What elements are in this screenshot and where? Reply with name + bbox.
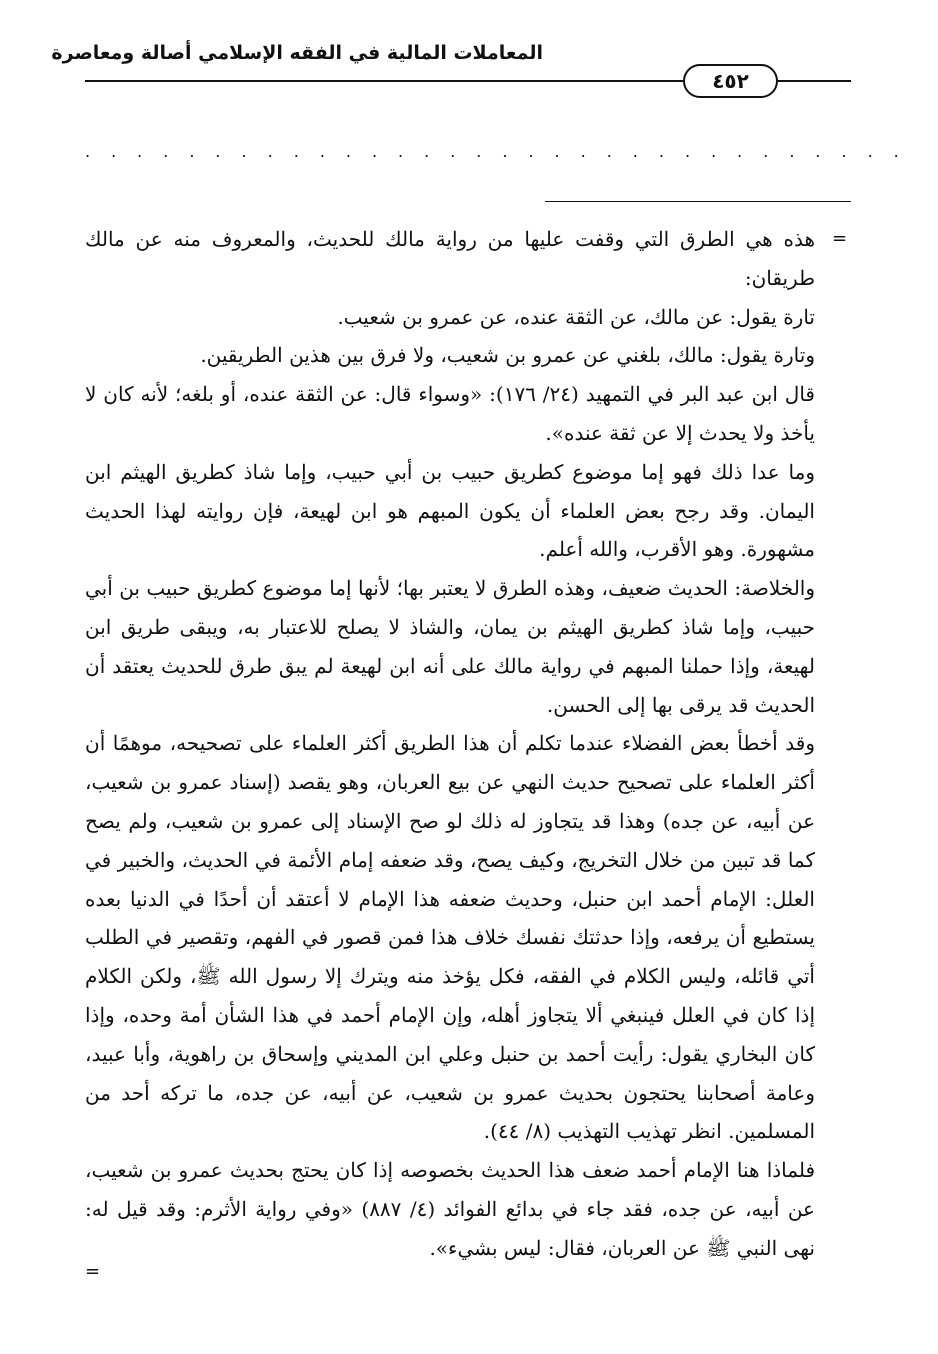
running-title: المعاملات المالية في الفقه الإسلامي أصالة ومعاصرة (51, 42, 543, 64)
dotted-separator: ................................ (85, 142, 920, 161)
paragraph: والخلاصة: الحديث ضعيف، وهذه الطرق لا يعتبر بها؛ لأنها إما موضوع كطريق حبيب بن أبي حبيب، وإما شاذ كطريق الهيثم بن يمان، والشاذ لا يصلح للاعتبار به، ويبقى طريق ابن لهيعة، وإذا حملنا المبهم في رواية مالك على أنه ابن لهيعة لم يبق طرق للحديث يعتقد أن الحديث قد يرقى بها إلى الحسن. (85, 576, 815, 717)
paragraph: فلماذا هنا الإمام أحمد ضعف هذا الحديث بخصوصه إذا كان يحتج بحديث عمرو بن شعيب، عن أبيه، عن جده، فقد جاء في بدائع الفوائد (٤/ ٨٨٧) «وفي رواية الأثرم: وقد قيل له: نهى النبي ﷺ عن العربان، فقال: ليس بشيء». (85, 1158, 815, 1260)
paragraph: قال ابن عبد البر في التمهيد (٢٤/ ١٧٦): «وسواء قال: عن الثقة عنده، أو بلغه؛ لأنه كان لا يأخذ ولا يحدث إلا عن ثقة عنده». (85, 382, 815, 445)
footnote-rule (545, 201, 851, 202)
paragraph: هذه هي الطرق التي وقفت عليها من رواية مالك للحديث، والمعروف منه عن مالك طريقان: (85, 227, 815, 290)
footnote-body (85, 220, 815, 1268)
header-rule (85, 80, 683, 82)
continuation-mark-top: = (832, 228, 848, 249)
paragraph: وتارة يقول: مالك، بلغني عن عمرو بن شعيب، ولا فرق بين هذين الطريقين. (200, 343, 815, 368)
paragraph: وما عدا ذلك فهو إما موضوع كطريق حبيب بن أبي حبيب، وإما شاذ كطريق الهيثم ابن اليمان. وقد رجح بعض العلماء أن يكون المبهم هو ابن لهيعة، فإن روايته لهذا الحديث مشهورة. وهو الأقرب، والله أعلم. (85, 459, 815, 562)
paragraph: تارة يقول: عن مالك، عن الثقة عنده، عن عمرو بن شعيب. (337, 304, 815, 329)
header-rule (778, 80, 851, 82)
continuation-mark-bottom: = (85, 1261, 101, 1282)
page-number: ٤٥٢ (683, 64, 778, 98)
paragraph: وقد أخطأ بعض الفضلاء عندما تكلم أن هذا الطريق أكثر العلماء على تصحيحه، موهمًا أن أكثر العلماء على تصحيح حديث النهي عن بيع العربان، وهو يقصد (إسناد عمرو بن شعيب، عن أبيه، عن جده) وهذا قد يتجاوز له ذلك لو صح الإسناد إلى عمرو بن شعيب، ولم يصح كما قد تبين من خلال التخريج، وكيف يصح، وقد ضعفه إمام الأئمة في الحديث، والخبير في العلل: الإمام أحمد ابن حنبل، وحديث ضعفه هذا الإمام لا أعتقد أن أحدًا في الدنيا بعده يستطيع أن يرفعه، وإذا حدثتك نفسك خلاف هذا فمن قصور في الفهم، وتقصير في الطلب أتي قائله، وليس الكلام في الفقه، فكل يؤخذ منه ويترك إلا رسول الله ﷺ، ولكن الكلام إذا كان في العلل فينبغي ألا يتجاوز أهله، وإن الإمام أحمد في هذا الشأن أمة وحده، وإذا كان البخاري يقول: رأيت أحمد بن حنبل وعلي ابن المديني وإسحاق بن راهوية، وأبا عبيد، وعامة أصحابنا يحتجون بحديث عمرو بن شعيب، عن أبيه، عن جده، ما تركه أحد من المسلمين. انظر تهذيب التهذيب (٨/ ٤٤). (85, 731, 815, 1144)
